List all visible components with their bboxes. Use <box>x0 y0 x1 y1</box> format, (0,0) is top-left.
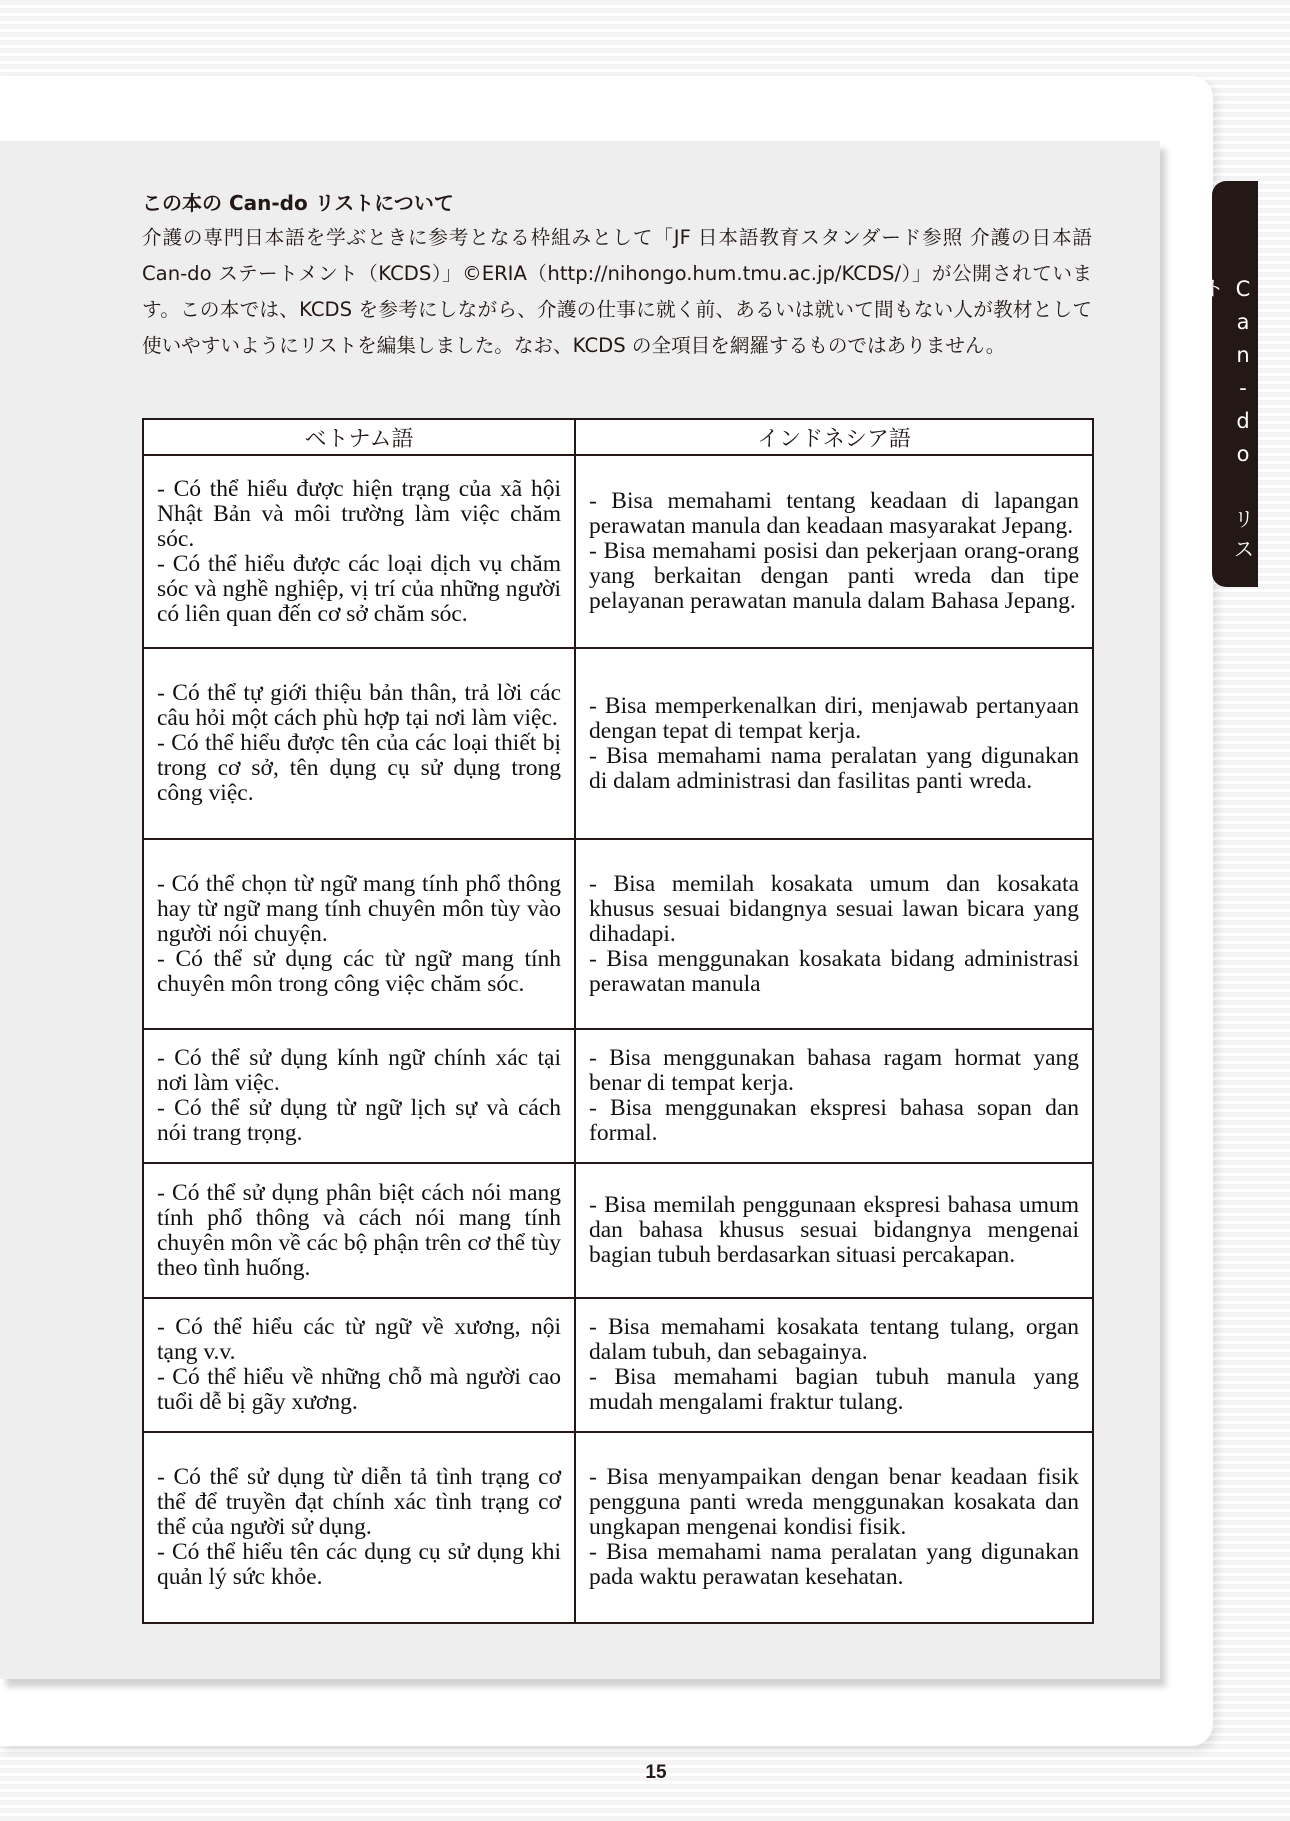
vietnamese-cell <box>143 455 575 648</box>
cell-line: - Bisa memahami posisi dan pekerjaan orang-orang yang berkaitan dengan panti wreda dan tipe pelayanan perawatan manula dalam Bahasa Jepang. <box>589 538 1079 614</box>
cell-line: - Có thể tự giới thiệu bản thân, trả lời các câu hỏi một cách phù hợp tại nơi làm việc. <box>157 680 561 731</box>
cell-line: - Có thể sử dụng phân biệt cách nói mang tính phổ thông và cách nói mang tính chuyên môn về các bộ phận trên cơ thể tùy theo tình huống. <box>157 1179 561 1281</box>
indonesian-cell <box>575 1029 1093 1163</box>
cell-line: - Có thể hiểu được hiện trạng của xã hội Nhật Bản và môi trường làm việc chăm sóc. <box>157 475 561 552</box>
column-header-indonesian: インドネシア語 <box>575 419 1093 455</box>
cell-line: - Có thể sử dụng các từ ngữ mang tính chuyên môn trong công việc chăm sóc. <box>157 945 561 997</box>
cell-line: - Bisa memilah penggunaan ekspresi bahasa umum dan bahasa khusus sesuai bidangnya mengenai bagian tubuh berdasarkan situasi percakapan. <box>589 1192 1079 1268</box>
indonesian-cell <box>575 1432 1093 1623</box>
table-row <box>143 1432 1093 1623</box>
vietnamese-cell <box>143 839 575 1029</box>
cell-line: - Bisa menggunakan ekspresi bahasa sopan dan formal. <box>589 1095 1079 1146</box>
intro-paragraph: 介護の専門日本語を学ぶときに参考となる枠組みとして「JF 日本語教育スタンダード参照 介護の日本語 Can-do ステートメント（KCDS）」©ERIA（http://nihongo.hum.tmu.ac.jp/KCDS/）」が公開されています。この本では、KCDS を参考にしながら、介護の仕事に就く前、あるいは就いて間もない人が教材として使いやすいようにリストを編集しました。なお、KCDS の全項目を網羅するものではありません。 <box>142 226 1092 357</box>
table-row <box>143 839 1093 1029</box>
cell-line: - Bisa menggunakan bahasa ragam hormat yang benar di tempat kerja. <box>589 1045 1079 1096</box>
cell-line: - Có thể hiểu được các loại dịch vụ chăm sóc và nghề nghiệp, vị trí của những người có liên quan đến cơ sở chăm sóc. <box>157 550 561 627</box>
cell-line: - Bisa memahami nama peralatan yang digunakan pada waktu perawatan kesehatan. <box>589 1539 1079 1590</box>
cell-line: - Bisa memahami kosakata tentang tulang, organ dalam tubuh, dan sebagainya. <box>589 1314 1079 1365</box>
intro-section <box>142 188 1092 364</box>
table-row <box>143 1298 1093 1432</box>
table-header-row <box>143 419 1093 455</box>
table-row <box>143 455 1093 648</box>
cell-line: - Có thể hiểu tên các dụng cụ sử dụng khi quản lý sức khỏe. <box>157 1539 561 1590</box>
cell-line: - Bisa menggunakan kosakata bidang administrasi perawatan manula <box>589 945 1079 997</box>
cell-line: - Bisa memahami bagian tubuh manula yang mudah mengalami fraktur tulang. <box>589 1364 1079 1415</box>
indonesian-cell <box>575 1298 1093 1432</box>
column-header-vietnamese: ベトナム語 <box>143 419 575 455</box>
cell-line: - Có thể chọn từ ngữ mang tính phổ thông hay từ ngữ mang tính chuyên môn tùy vào người nói chuyện. <box>157 870 561 947</box>
vietnamese-cell <box>143 1163 575 1298</box>
cell-line: - Bisa memilah kosakata umum dan kosakata khusus sesuai bidangnya sesuai lawan bicara yang dihadapi. <box>589 870 1079 947</box>
cell-line: - Có thể sử dụng từ ngữ lịch sự và cách nói trang trọng. <box>157 1095 561 1146</box>
cell-line: - Bisa memperkenalkan diri, menjawab pertanyaan dengan tepat di tempat kerja. <box>589 692 1079 744</box>
table-row <box>143 648 1093 839</box>
cell-line: - Bisa menyampaikan dengan benar keadaan fisik pengguna panti wreda menggunakan kosakata dan ungkapan mengenai kondisi fisik. <box>589 1464 1079 1540</box>
cell-line: - Có thể hiểu được tên của các loại thiết bị trong cơ sở, tên dụng cụ sử dụng trong công việc. <box>157 730 561 806</box>
cell-line: - Có thể sử dụng từ diễn tả tình trạng cơ thể để truyền đạt chính xác tình trạng cơ thể của người sử dụng. <box>157 1464 561 1540</box>
table-row <box>143 1163 1093 1298</box>
vietnamese-cell <box>143 1432 575 1623</box>
page-number: 15 <box>645 1762 667 1783</box>
vietnamese-cell <box>143 1298 575 1432</box>
cell-line: - Có thể hiểu các từ ngữ về xương, nội tạng v.v. <box>157 1314 561 1365</box>
cell-line: - Bisa memahami nama peralatan yang digunakan di dalam administrasi dan fasilitas panti wreda. <box>589 742 1079 794</box>
can-do-table <box>142 418 1094 1624</box>
section-heading: この本の Can-do リストについて <box>142 191 454 215</box>
vietnamese-cell <box>143 1029 575 1163</box>
side-index-tab-label: Can-do リスト <box>1201 277 1255 568</box>
table-row <box>143 1029 1093 1163</box>
indonesian-cell <box>575 839 1093 1029</box>
cell-line: - Có thể hiểu về những chỗ mà người cao tuổi dễ bị gãy xương. <box>157 1364 561 1415</box>
indonesian-cell <box>575 1163 1093 1298</box>
indonesian-cell <box>575 455 1093 648</box>
indonesian-cell <box>575 648 1093 839</box>
cell-line: - Có thể sử dụng kính ngữ chính xác tại nơi làm việc. <box>157 1045 561 1096</box>
vietnamese-cell <box>143 648 575 839</box>
cell-line: - Bisa memahami tentang keadaan di lapangan perawatan manula dan keadaan masyarakat Jepang. <box>589 488 1079 539</box>
